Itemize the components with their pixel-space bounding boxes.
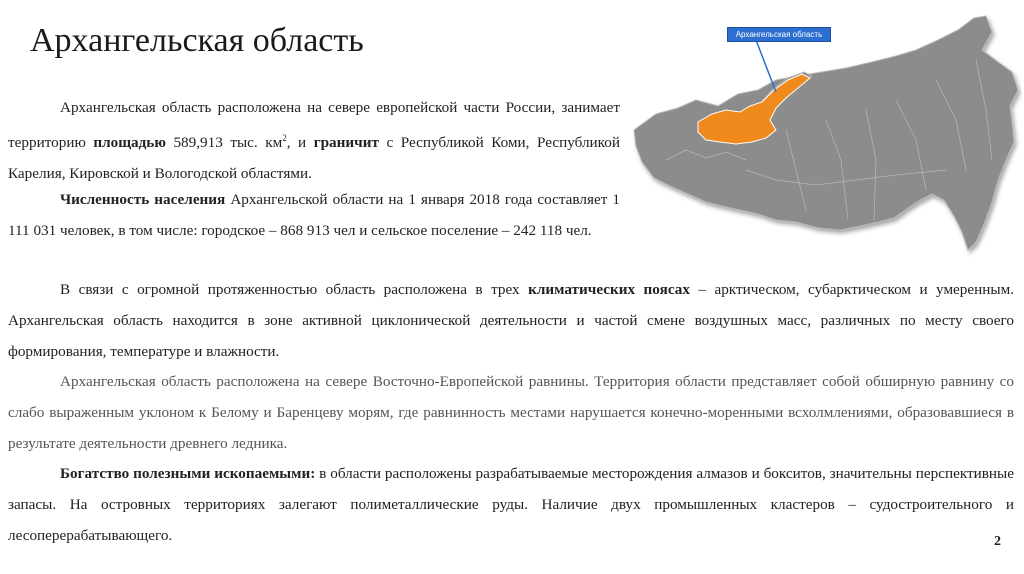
- bold-population: Численность населения: [60, 191, 226, 208]
- map-callout-label: Архангельская область: [727, 27, 831, 42]
- paragraph-relief: Архангельская область расположена на севере Восточно-Европейской равнины. Территория области представляет собой обширную равнину со слабо выраженным уклоном к Белому и Баренцеву морям, где равнинность местами нарушается конечно-моренными всхолмлениями, образовавшиеся в результате деятельности древнего ледника.: [8, 373, 1014, 452]
- callout-pointer: [756, 40, 776, 92]
- superscript-2: 2: [282, 133, 287, 143]
- paragraph-minerals: Богатство полезными ископаемыми: в области расположены разрабатываемые месторождения алмазов и бокситов, значительны перспективные запасы. На островных территориях залегают полиметаллические руды. Наличие двух промышленных кластеров – судостроительного и лесоперерабатывающего.: [8, 465, 1015, 544]
- bold-area: площадью: [93, 134, 166, 152]
- russia-map: [626, 10, 1022, 260]
- bold-borders: граничит: [313, 134, 379, 152]
- paragraph-population: Численность населения Архангельской области на 1 января 2018 года составляет 1 111 031 человек, в том числе: городское – 868 913 чел и сельское поселение – 242 118 чел.: [8, 191, 620, 239]
- paragraph-location: Архангельская область расположена на севере европейской части России, занимает территорию площадью 589,913 тыс. $км^2$, и граничит с Республикой Коми, Республикой Карелия, Кировской и Вологодской областями.: [8, 99, 620, 183]
- bold-minerals: Богатство полезными ископаемыми:: [60, 465, 316, 482]
- paragraph-climate: В связи с огромной протяженностью область расположена в трех климатических поясах – арктическом, субарктическом и умеренным. Архангельская область находится в зоне активной циклонической деятельности и частой смене воздушных масс, различных по месту своего формирования, температуре и влажности.: [8, 281, 1014, 360]
- page-number: 2: [994, 534, 1001, 549]
- bold-climate: климатических поясах: [528, 281, 690, 298]
- slide-title: Архангельская область: [30, 22, 364, 59]
- russia-landmass: [634, 16, 1018, 250]
- russia-map-svg: [626, 10, 1022, 260]
